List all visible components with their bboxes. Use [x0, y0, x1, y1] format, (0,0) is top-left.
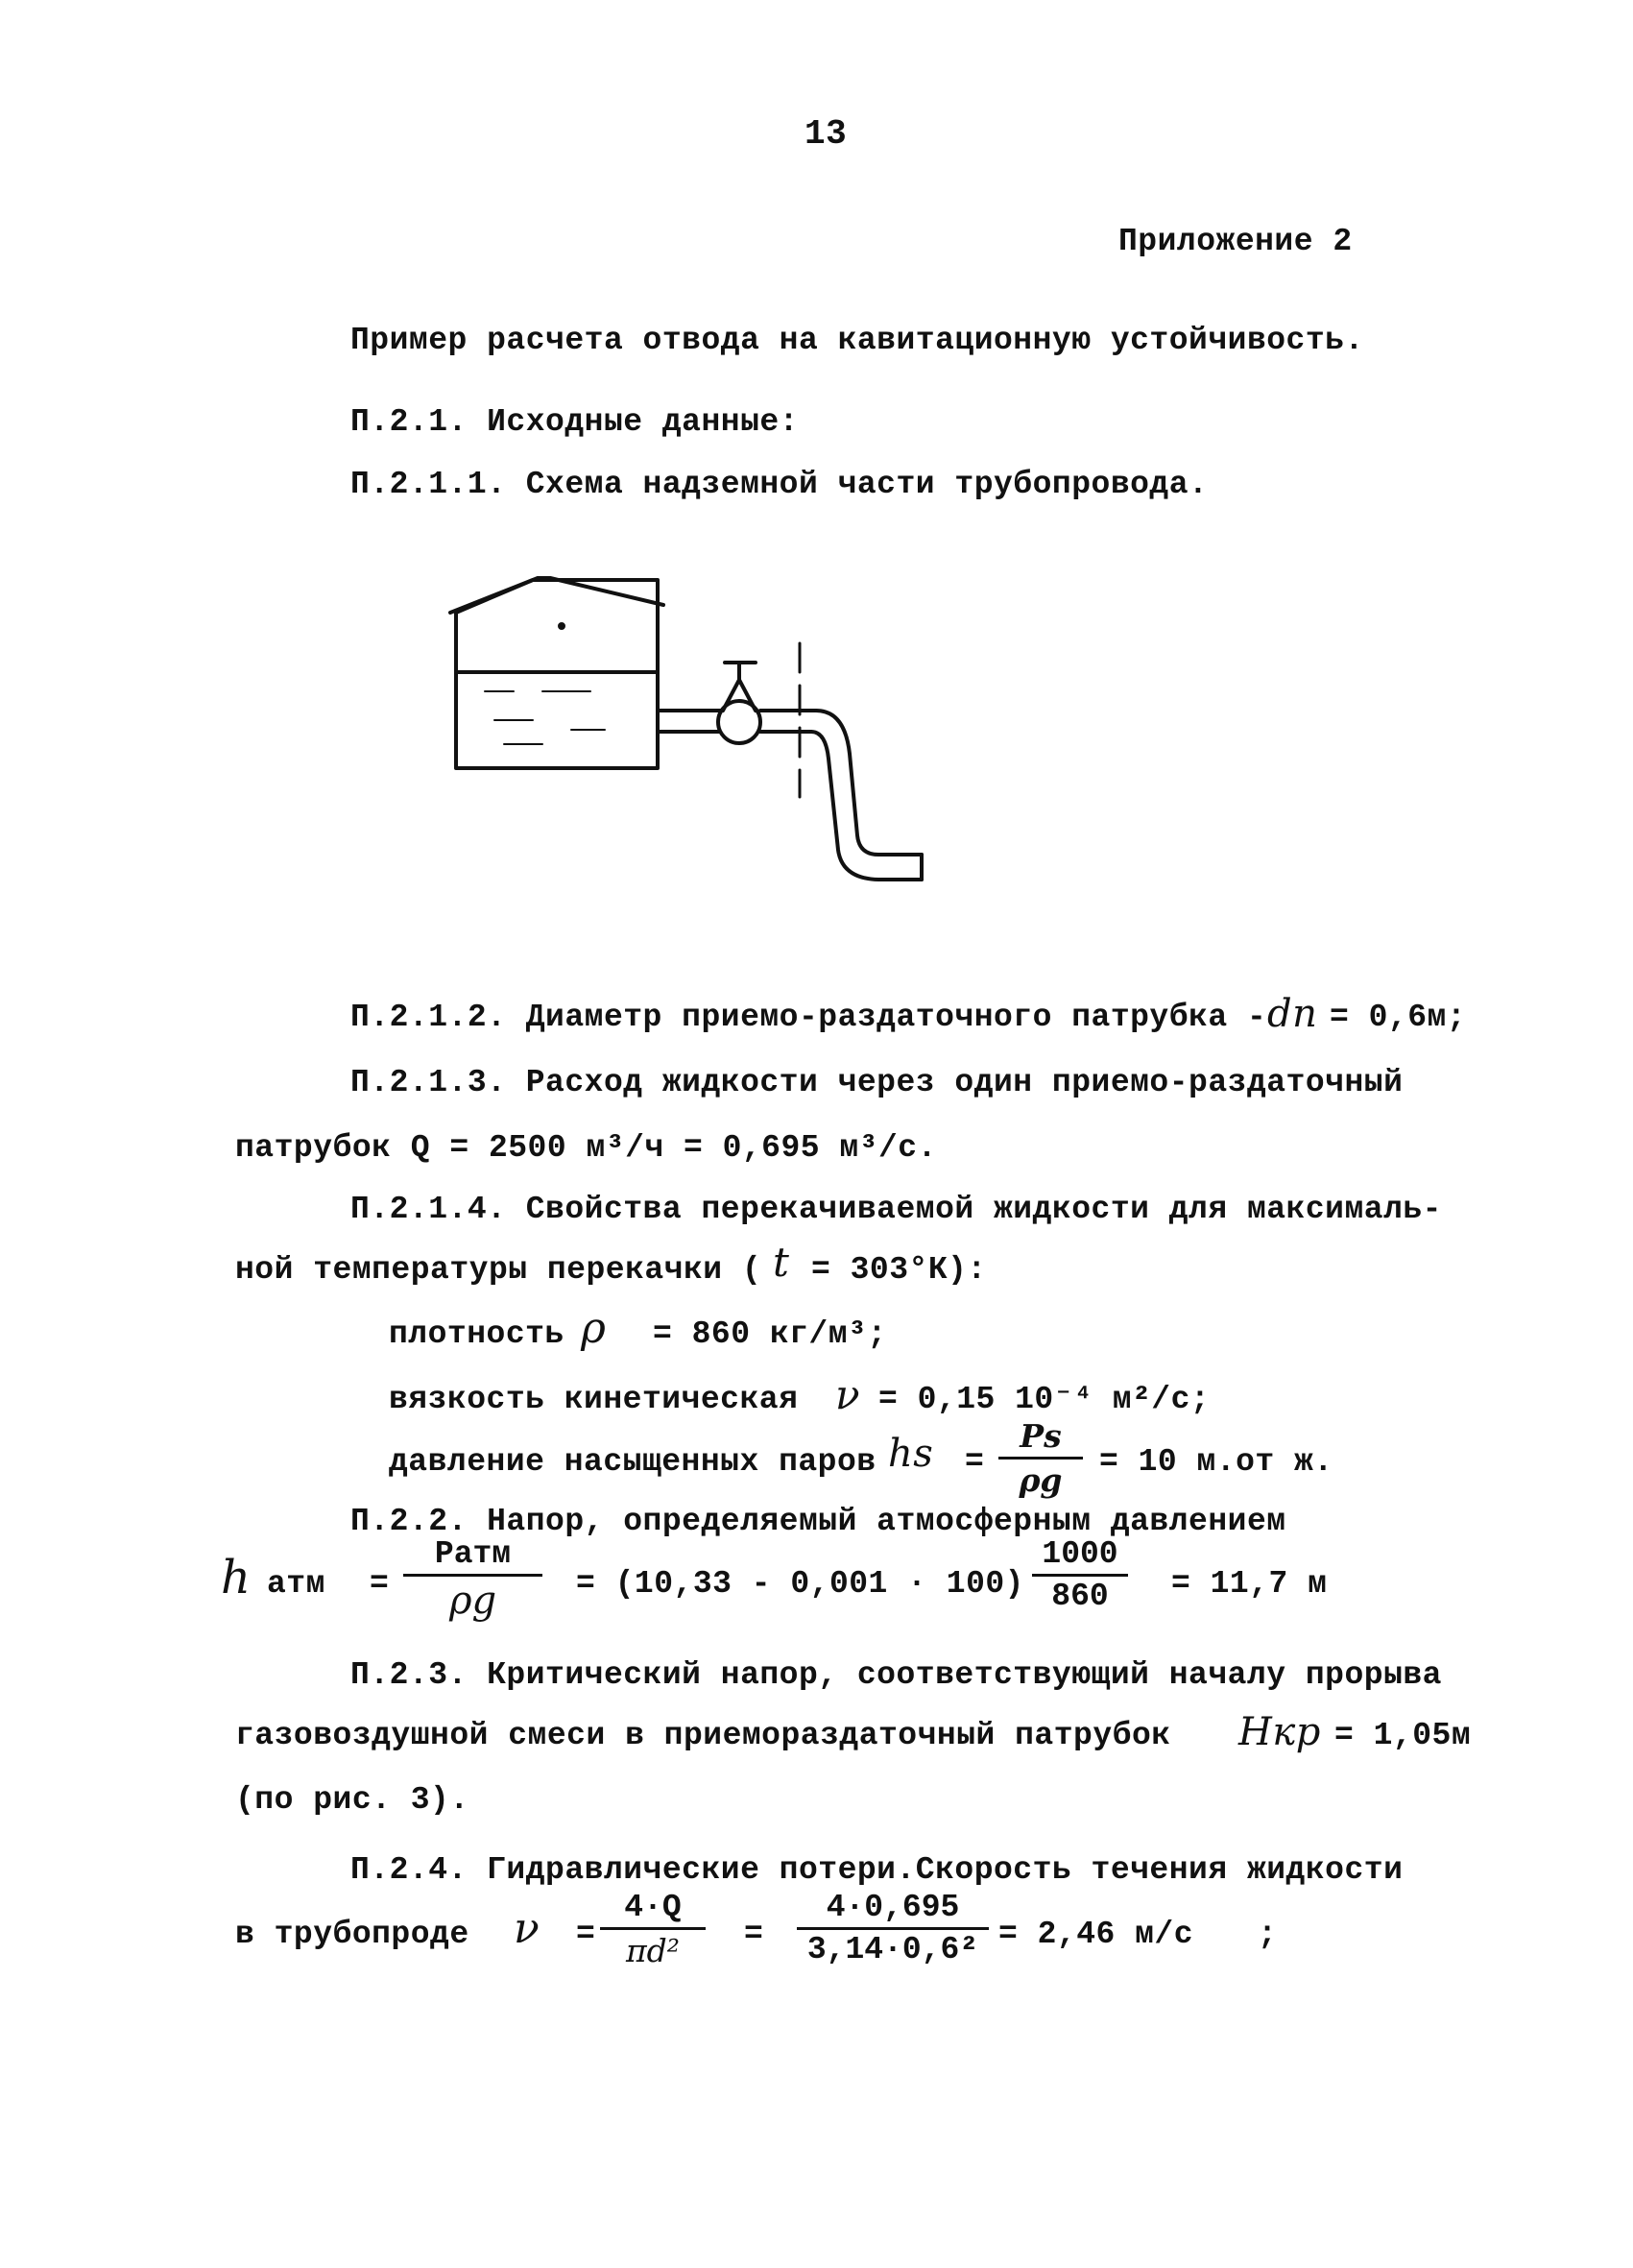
velocity-fraction-1-denominator: πd²	[625, 1932, 681, 1969]
vapor-fraction	[998, 1417, 1083, 1499]
appendix-label: Приложение 2	[1118, 224, 1353, 259]
velocity-fraction-2	[797, 1890, 989, 1967]
diameter-value: = 0,6м;	[1330, 1000, 1467, 1035]
density-symbol: ρ	[581, 1304, 607, 1353]
section-2-3-line1: П.2.3. Критический напор, соответствующий началу прорыва	[350, 1657, 1442, 1693]
section-2-1: П.2.1. Исходные данные:	[350, 404, 799, 440]
h-atm-symbol: h	[221, 1551, 252, 1604]
h-atm-fraction-1-numerator: Pатм	[403, 1536, 542, 1577]
viscosity-label: вязкость кинетическая	[389, 1382, 799, 1417]
section-2-4-line2-prefix: в трубопроде	[235, 1917, 469, 1952]
section-2-1-2: П.2.1.2. Диаметр приемо-раздаточного патрубка -	[350, 1000, 1267, 1035]
section-2-1-4-line1: П.2.1.4. Свойства перекачиваемой жидкости для максималь-	[350, 1192, 1442, 1227]
document-title: Пример расчета отвода на кавитационную устойчивость.	[350, 323, 1364, 358]
h-atm-fraction-2	[1032, 1536, 1128, 1614]
velocity-fraction-1	[600, 1890, 706, 1969]
density-label: плотность	[389, 1316, 564, 1352]
section-2-3-line2: газовоздушной смеси в приемораздаточный патрубок	[235, 1718, 1171, 1753]
velocity-result: = 2,46 м/с	[998, 1917, 1194, 1952]
velocity-eq-1: =	[576, 1917, 596, 1952]
vapor-eq: =	[965, 1444, 985, 1480]
velocity-eq-2: =	[744, 1917, 764, 1952]
vapor-label: давление насыщенных паров	[389, 1444, 877, 1480]
h-atm-fraction-2-numerator: 1000	[1032, 1536, 1128, 1577]
viscosity-symbol: ν	[835, 1371, 861, 1418]
section-2-1-4-line2-suffix: = 303°К):	[811, 1252, 987, 1288]
h-atm-mid: = (10,33 - 0,001 · 100)	[576, 1566, 1024, 1602]
h-critical-value: = 1,05м	[1334, 1718, 1472, 1753]
vapor-fraction-numerator: Ps	[998, 1417, 1083, 1460]
section-2-1-3-line1: П.2.1.3. Расход жидкости через один приемо-раздаточный	[350, 1065, 1404, 1100]
vapor-value: = 10 м.от ж.	[1099, 1444, 1333, 1480]
vapor-symbol: hs	[888, 1432, 934, 1476]
pipeline-scheme-diagram	[437, 576, 946, 883]
density-value: = 860 кг/м³;	[653, 1316, 887, 1352]
h-atm-fraction-1-denominator: ρg	[448, 1579, 497, 1623]
section-2-1-4-line2-prefix: ной температуры перекачки (	[235, 1252, 762, 1288]
section-2-2-line1: П.2.2. Напор, определяемый атмосферным давлением	[350, 1504, 1286, 1539]
temperature-symbol: t	[773, 1239, 790, 1286]
viscosity-value: = 0,15 10⁻⁴ м²/с;	[878, 1382, 1211, 1417]
section-2-1-1: П.2.1.1. Схема надземной части трубопровода.	[350, 467, 1209, 502]
section-2-1-3-line2: патрубок Q = 2500 м³/ч = 0,695 м³/с.	[235, 1130, 937, 1166]
h-critical-symbol: Hкр	[1238, 1710, 1321, 1754]
h-atm-fraction-2-denominator: 860	[1051, 1579, 1109, 1614]
velocity-fraction-2-numerator: 4·0,695	[797, 1890, 989, 1930]
section-2-3-line3: (по рис. 3).	[235, 1782, 469, 1818]
velocity-tail: ;	[1258, 1917, 1278, 1952]
velocity-fraction-2-denominator: 3,14·0,6²	[806, 1932, 979, 1967]
diameter-symbol: dп	[1267, 992, 1318, 1036]
h-atm-subscript: атм	[267, 1566, 325, 1602]
vapor-fraction-denominator: ρg	[1019, 1461, 1063, 1499]
h-atm-result: = 11,7 м	[1171, 1566, 1328, 1602]
page-number: 13	[804, 114, 848, 154]
h-atm-eq: =	[370, 1566, 390, 1602]
h-atm-fraction-1	[403, 1536, 542, 1623]
velocity-fraction-1-numerator: 4·Q	[600, 1890, 706, 1930]
velocity-symbol: ν	[514, 1904, 540, 1953]
section-2-4-line1: П.2.4. Гидравлические потери.Скорость течения жидкости	[350, 1852, 1404, 1888]
